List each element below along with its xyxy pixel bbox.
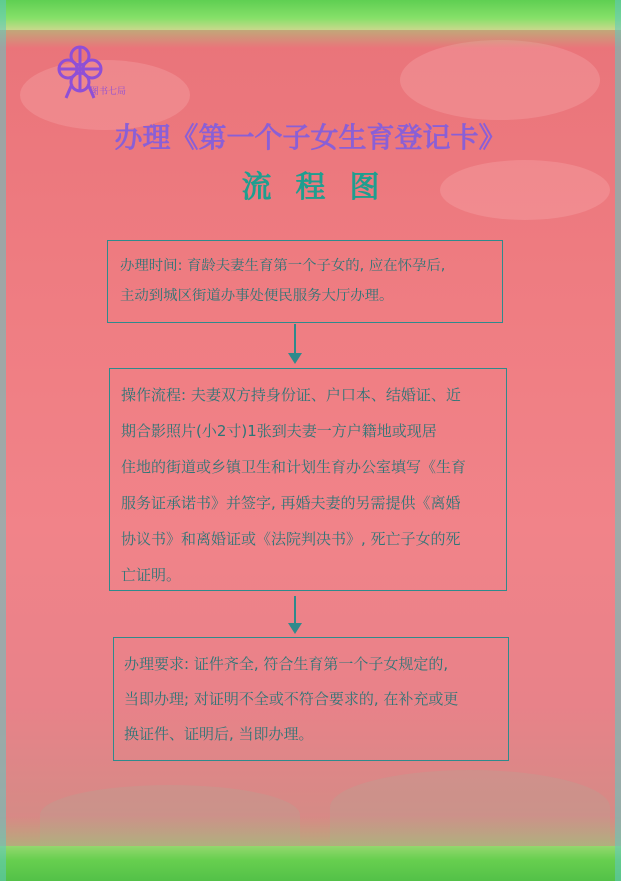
step-line: 当即办理; 对证明不全或不符合要求的, 在补充或更 xyxy=(124,690,459,708)
step-line: 服务证承诺书》并签字, 再婚夫妻的另需提供《离婚 xyxy=(121,494,461,512)
background-cloud xyxy=(400,40,600,120)
step-box-requirements xyxy=(113,637,509,761)
step-line: 主动到城区街道办事处便民服务大厅办理。 xyxy=(120,288,394,304)
step-line: 住地的街道或乡镇卫生和计划生育办公室填写《生育 xyxy=(121,458,467,476)
logo-text: 图书七局 xyxy=(90,87,127,97)
bottom-band-fade xyxy=(0,816,621,846)
top-green-band xyxy=(0,0,621,30)
step-line: 亡证明。 xyxy=(121,566,182,584)
step-box-time xyxy=(107,240,503,323)
step-box-procedure xyxy=(109,368,507,591)
step-line: 操作流程: 夫妻双方持身份证、户口本、结婚证、近 xyxy=(121,386,461,404)
step-line: 期合影照片(小2寸)1张到夫妻一方户籍地或现居 xyxy=(121,422,437,440)
page-title: 办理《第一个子女生育登记卡》 xyxy=(114,121,507,154)
step-line: 协议书》和离婚证或《法院判决书》, 死亡子女的死 xyxy=(121,530,461,548)
arrow-down-icon xyxy=(288,324,302,364)
bottom-green-band xyxy=(0,846,621,881)
step-line: 办理要求: 证件齐全, 符合生育第一个子女规定的, xyxy=(124,655,449,673)
page-subtitle: 流程图 xyxy=(241,170,404,205)
step-line: 办理时间: 育龄夫妻生育第一个子女的, 应在怀孕后, xyxy=(120,258,446,274)
arrow-down-icon xyxy=(288,596,302,634)
step-line: 换证件、证明后, 当即办理。 xyxy=(124,725,314,743)
